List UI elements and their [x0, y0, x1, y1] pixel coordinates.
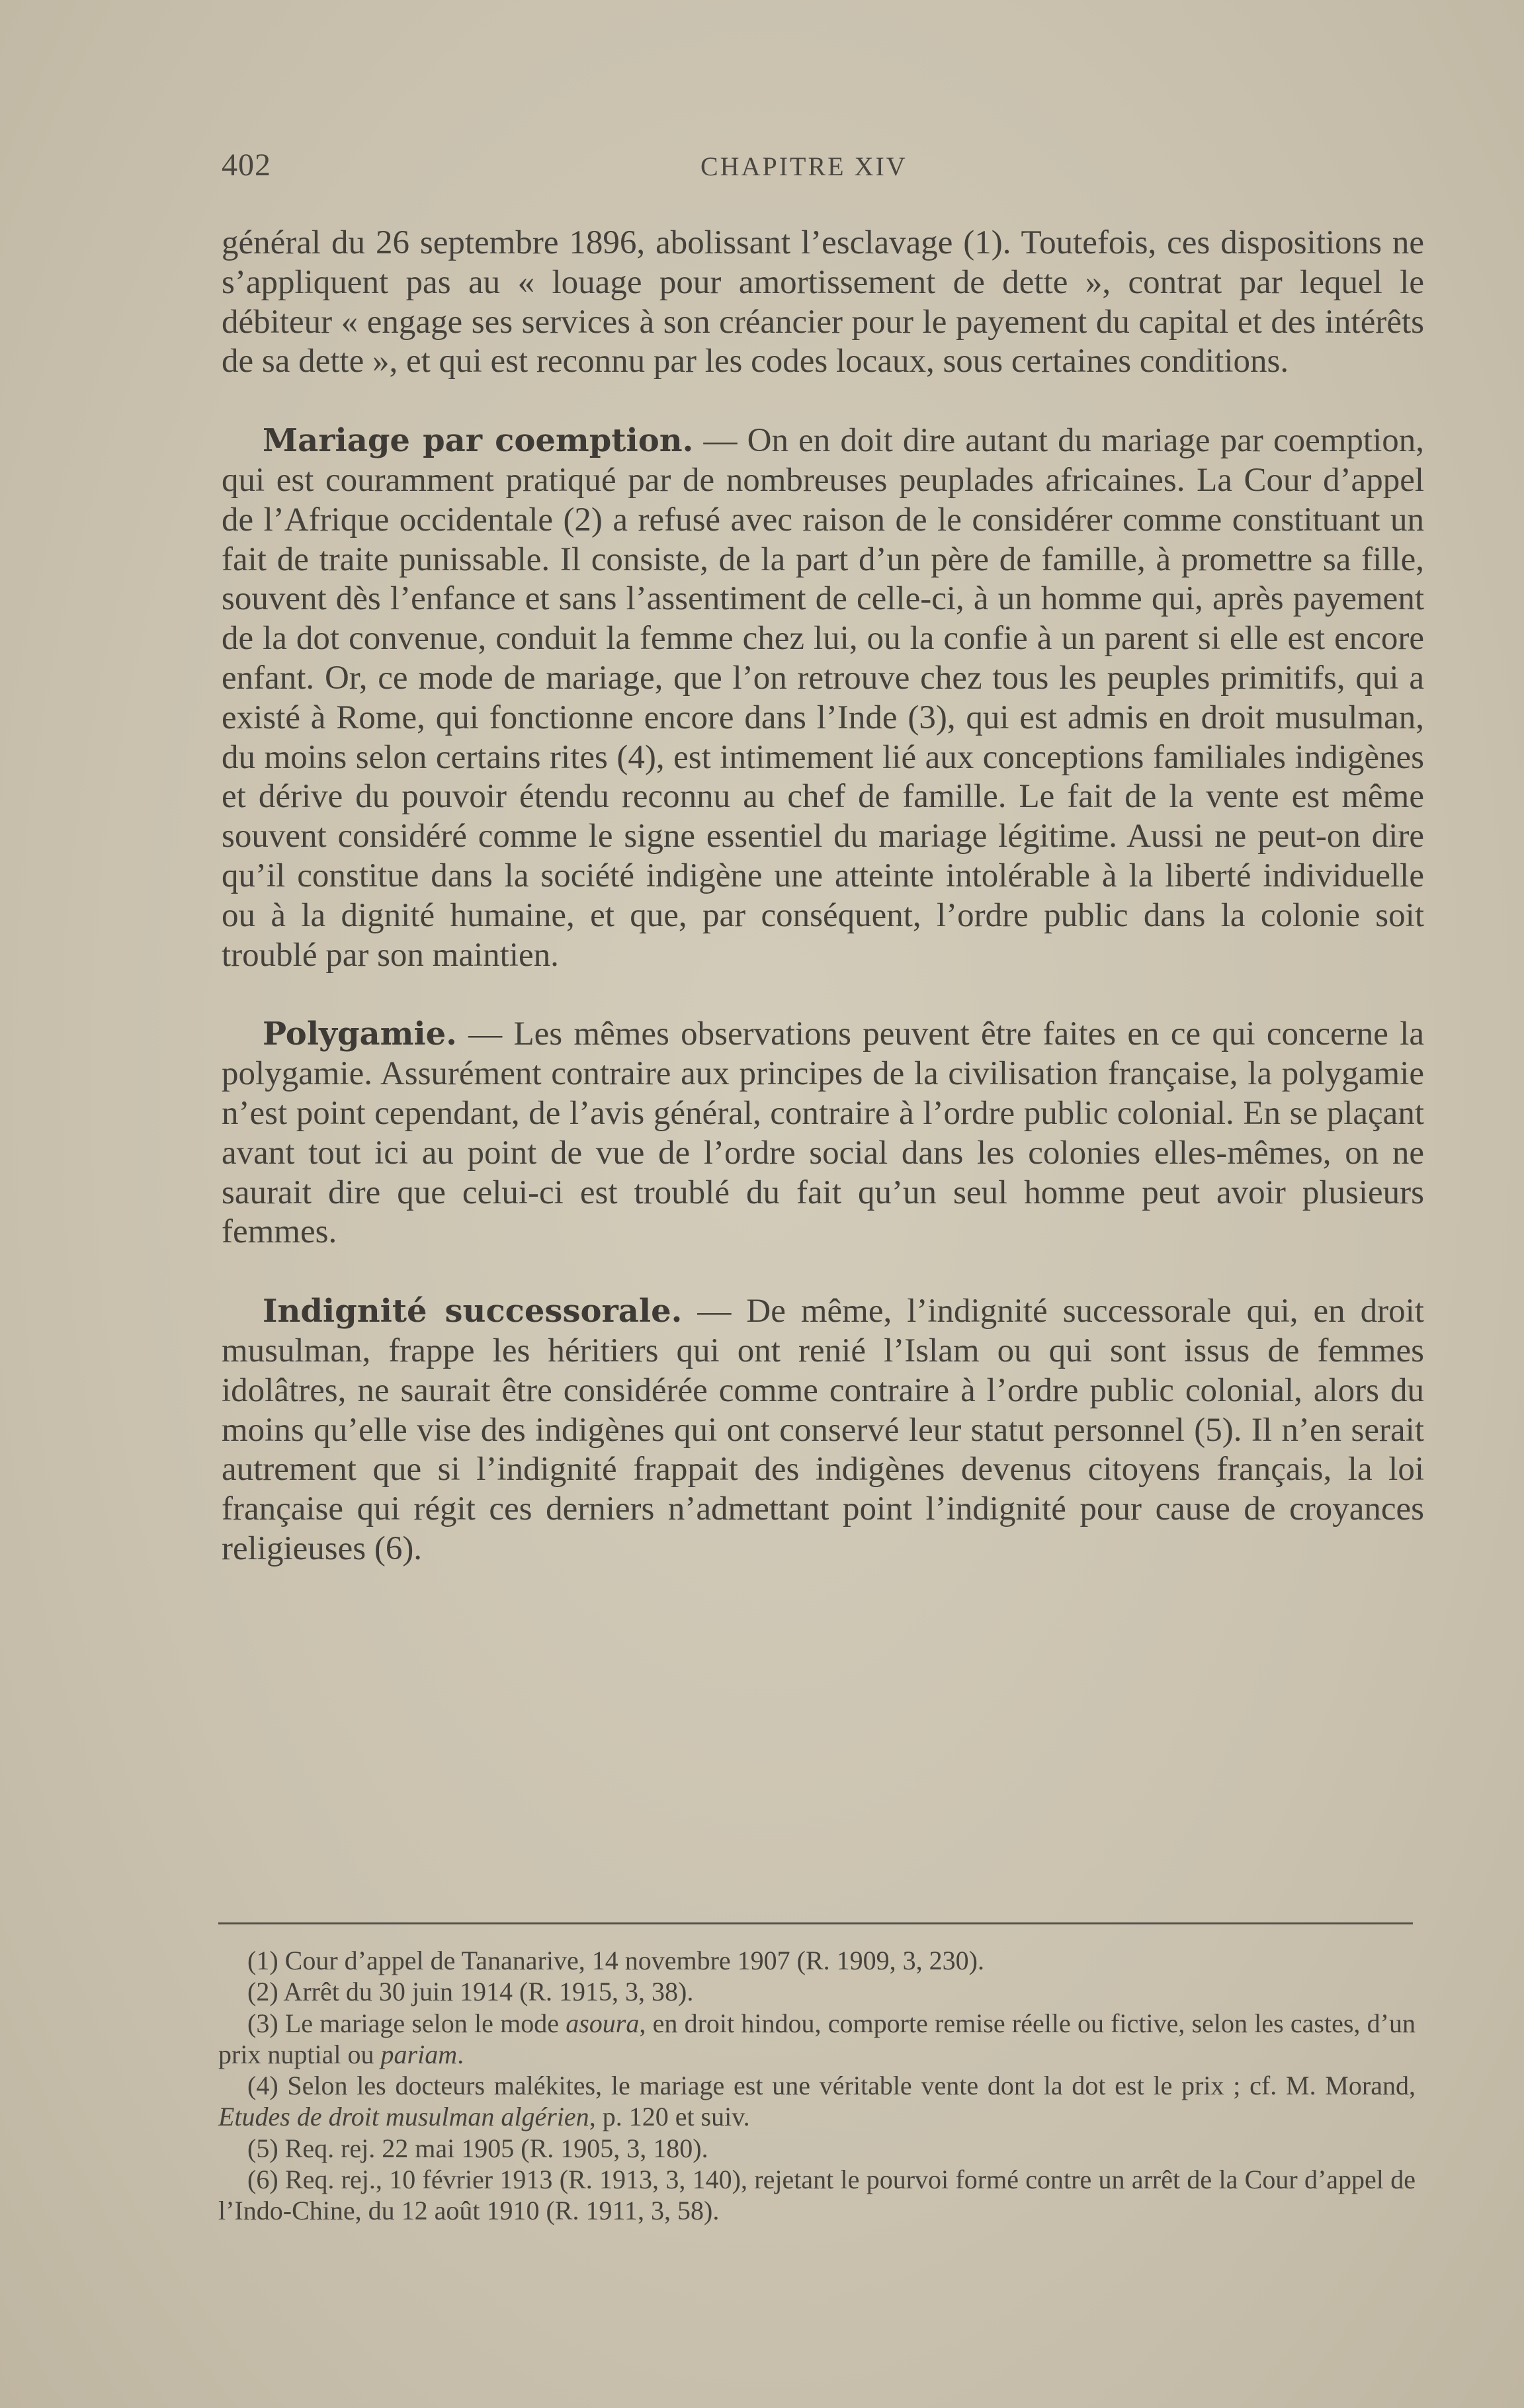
footnote-3-text-c: , en droit hindou, comporte remise réelle ou fictive, selon les castes, d’un prix nuptial ou: [218, 2008, 1416, 2069]
paragraph-text-mariage: — On en doit dire autant du mariage par coemption, qui est couramment pratiqué par de nombreuses peuplades africaines. La Cour d’appel de l’Afrique occidentale (2) a refusé avec raison de le considérer comme constituant un fait de traite punissable. Il consiste, de la part d’un père de famille, à promettre sa fille, souvent dès l’enfance et sans l’assentiment de celle-ci, à un homme qui, après payement de la dot convenue, conduit la femme chez lui, ou la confie à un parent si elle est encore enfant. Or, ce mode de mariage, que l’on retrouve chez tous les peuples primitifs, qui a existé à Rome, qui fonctionne encore dans l’Inde (3), qui est admis en droit musulman, du moins selon certains rites (4), est intimement lié aux conceptions familiales indigènes et dérive du pouvoir étendu reconnu au chef de famille. Le fait de la vente est même souvent considéré comme le signe essentiel du mariage légitime. Aussi ne peut-on dire qu’il constitue dans la société indigène une atteinte intolérable à la liberté individuelle ou à la dignité humaine, et que, par conséquent, l’ordre public dans la colonie soit troublé par son maintien.: [222, 422, 1425, 974]
paragraph-text-polygamie: — Les mêmes observations peuvent être faites en ce qui concerne la polygamie. Assurément contraire aux principes de la civilisation française, la polygamie n’est point cependant, de l’avis général, contraire à l’ordre public colonial. En se plaçant avant tout ici au point de vue de l’ordre social dans les colonies elles-mêmes, on ne saurait dire que celui-ci est troublé du fait qu’un seul homme peut avoir plusieurs femmes.: [222, 1015, 1424, 1251]
running-head: [222, 147, 1419, 193]
paragraph-polygamie: [222, 1015, 1424, 1252]
footnote-divider: [218, 1922, 1413, 1924]
footnote-5: (5) Req. rej. 22 mai 1905 (R. 1905, 3, 180).: [247, 2133, 708, 2163]
chapter-title: CHAPITRE XIV: [700, 151, 908, 181]
section-heading-polygamie: Polygamie.: [263, 1015, 457, 1053]
footnotes: [218, 1945, 1416, 2227]
footnote-3-term-asoura: asoura: [566, 2008, 640, 2038]
section-heading-indignite: Indignité successorale.: [263, 1293, 683, 1330]
footnote-4: [218, 2070, 1416, 2133]
footnote-4-book-title: Etudes de droit musulman algérien: [218, 2102, 589, 2132]
page-number: 402: [222, 148, 271, 183]
footnote-4-text-a: (4) Selon les docteurs malékites, le mariage est une véritable vente dont la dot est le prix ; cf. M. Morand,: [247, 2071, 1416, 2101]
footnote-3-text-a: (3) Le mariage selon le mode: [247, 2008, 566, 2038]
footnote-3: [218, 2008, 1416, 2071]
footnote-1: (1) Cour d’appel de Tananarive, 14 novembre 1907 (R. 1909, 3, 230).: [247, 1946, 984, 1975]
paragraph-mariage: [222, 421, 1424, 975]
footnote-2: (2) Arrêt du 30 juin 1914 (R. 1915, 3, 38).: [247, 1977, 694, 2007]
footnote-6: (6) Req. rej., 10 février 1913 (R. 1913, 3, 140), rejetant le pourvoi formé contre un arrêt de la Cour d’appel de l’Indo-Chine, du 12 août 1910 (R. 1911, 3, 58).: [218, 2165, 1416, 2226]
footnote-3-text-e: .: [457, 2039, 464, 2069]
body-text: [222, 224, 1424, 1569]
paragraph-continuation: général du 26 septembre 1896, abolissant l’esclavage (1). Toutefois, ces dispositions ne s’appliquent pas au « louage pour amortissement de dette », contrat par lequel le débiteur « engage ses services à son créancier pour le payement du capital et des intérêts de sa dette », et qui est reconnu par les codes locaux, sous certaines conditions.: [222, 224, 1424, 380]
paragraph-text-indignite: — De même, l’indignité successorale qui, en droit musulman, frappe les héritiers qui ont renié l’Islam ou qui sont issus de femmes idolâtres, ne saurait être considérée comme contraire à l’ordre public colonial, alors du moins qu’elle vise des indigènes qui ont conservé leur statut personnel (5). Il n’en serait autrement que si l’indignité frappait des indigènes devenus citoyens français, la loi française qui régit ces derniers n’admettant point l’indignité pour cause de croyances religieuses (6).: [222, 1293, 1424, 1567]
section-heading-mariage: Mariage par coemption.: [263, 422, 694, 460]
footnote-3-term-pariam: pariam: [380, 2039, 458, 2069]
paragraph-indignite: [222, 1292, 1424, 1569]
footnote-4-text-c: , p. 120 et suiv.: [589, 2102, 750, 2132]
